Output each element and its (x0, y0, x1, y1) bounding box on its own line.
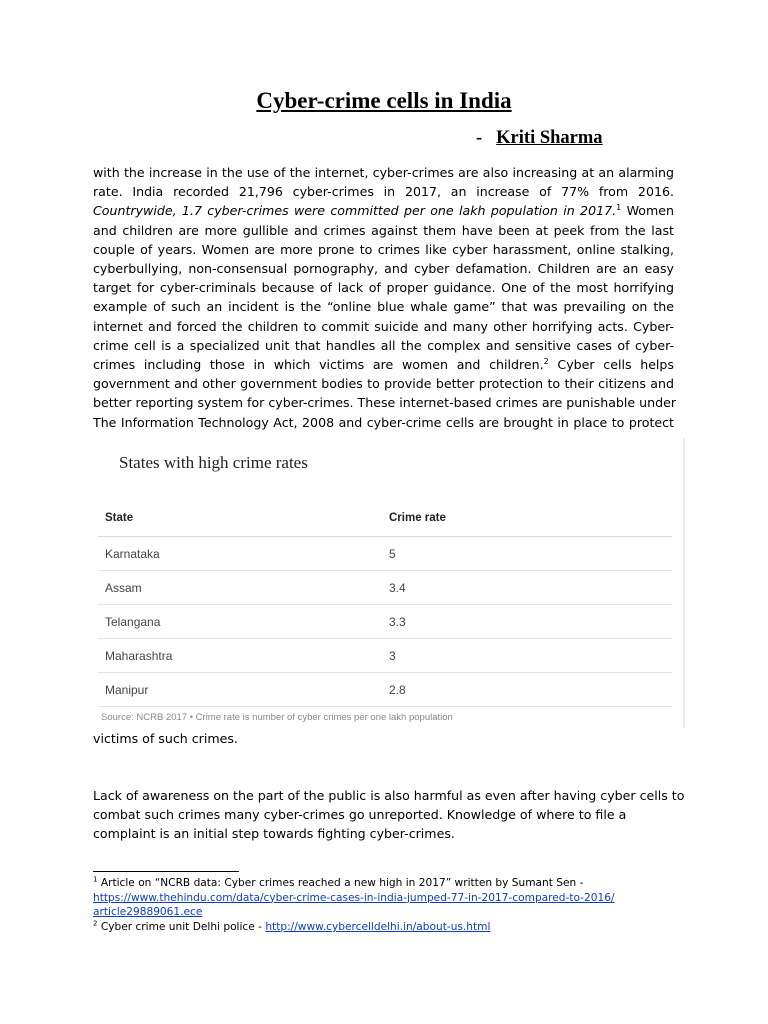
author-name: Kriti Sharma (496, 128, 603, 148)
column-header-crime-rate: Crime rate (389, 512, 446, 524)
footnote-separator (93, 871, 239, 872)
table-row (98, 673, 672, 707)
footnote-1 (93, 876, 693, 920)
table-row (98, 605, 672, 639)
footnote-2-text: Cyber crime unit Delhi police - (100, 921, 266, 933)
state-cell: Manipur (105, 683, 149, 697)
text-line: The Information Technology Act, 2008 and cyber-crime cells are brought in place to protect (93, 414, 674, 430)
text-line: combat such crimes many cyber-crimes go unreported. Knowledge of where to file a (93, 807, 627, 823)
text-line: better reporting system for cyber-crimes. These internet-based crimes are punishable under (93, 395, 677, 411)
footnote-1-link[interactable]: https://www.thehindu.com/data/cyber-crime-cases-in-india-jumped-77-in-2017-compared-to-2016/ (93, 891, 615, 904)
text-segment: Cyber cells helps (557, 357, 674, 373)
italic-statistic: Countrywide, 1.7 cyber-crimes were committed per one lakh population in 2017. (93, 203, 617, 219)
text-line (93, 355, 674, 374)
text-line: victims of such crimes. (93, 731, 238, 746)
footnote-2 (93, 920, 693, 935)
paragraph-2 (93, 786, 685, 844)
text-line: Lack of awareness on the part of the public is also harmful as even after having cyber cells to (93, 788, 685, 803)
state-cell: Assam (105, 581, 142, 595)
footnote-1-link-line (93, 891, 693, 906)
text-line: target for cyber-criminals because of lack of proper guidance. One of the most horrifying (93, 280, 674, 296)
paragraph-1-continuation (93, 729, 674, 748)
text-segment: rate. India recorded 21,796 cyber-crimes in 2017, an increase of 77% from 2016. (93, 184, 674, 200)
state-cell: Maharashtra (105, 649, 173, 663)
document-title: Cyber-crime cells in India (256, 88, 512, 113)
text-line: and children are more gullible and crimes against them have been at peek from the last (93, 222, 674, 238)
text-line: government and other government bodies to provide better protection to their citizens and (93, 376, 674, 392)
footnote-marker-2: 2 (93, 919, 98, 928)
footnote-2-link[interactable]: http://www.cybercelldelhi.in/about-us.html (265, 921, 491, 933)
crime-rate-table (98, 502, 672, 707)
crime-rate-cell: 2.8 (389, 683, 406, 697)
table-row (98, 537, 672, 571)
text-line: internet and forced the children to commit suicide and many other horrifying acts. Cyber- (93, 318, 674, 334)
figure-source-note: Source: NCRB 2017 • Crime rate is number of cyber crimes per one lakh population (101, 712, 453, 723)
text-line: example of such an incident is the “online blue whale game” that was prevailing on the (93, 299, 674, 315)
table-header-row (98, 502, 672, 537)
state-cell: Telangana (105, 615, 161, 629)
paragraph-1 (93, 163, 677, 432)
text-line: with the increase in the use of the internet, cyber-crimes are also increasing at an alarming (93, 165, 674, 180)
crime-rate-cell: 3 (389, 649, 396, 663)
author-dash: - (476, 128, 483, 148)
footnote-1-link-line (93, 905, 693, 920)
text-segment: crimes including those in which victims are women and children. (93, 357, 544, 373)
table-row (98, 639, 672, 673)
author-line (476, 128, 603, 149)
footnote-1-text: Article on “NCRB data: Cyber crimes reached a new high in 2017” written by Sumant Sen - (100, 877, 584, 889)
footnote-marker-1: 1 (93, 875, 98, 884)
text-line (93, 201, 674, 220)
text-line: complaint is an initial step towards fighting cyber-crimes. (93, 826, 455, 842)
crime-rate-cell: 5 (389, 547, 396, 561)
text-line: couple of years. Women are more prone to crimes like cyber harassment, online stalking, (93, 241, 674, 257)
text-segment: Women (626, 203, 674, 219)
footnote-1-link-continuation[interactable]: article29889061.ece (93, 906, 203, 919)
text-line (93, 182, 674, 201)
crime-rate-figure (88, 438, 685, 728)
figure-title: States with high crime rates (119, 453, 308, 472)
text-line: crime cell is a specialized unit that handles all the complex and sensitive cases of cyber- (93, 337, 674, 353)
table-row (98, 571, 672, 605)
text-line: cyberbullying, non-consensual pornography, and cyber defamation. Children are an easy (93, 261, 674, 277)
crime-rate-cell: 3.3 (389, 615, 406, 629)
state-cell: Karnataka (105, 547, 160, 561)
crime-rate-cell: 3.4 (389, 581, 406, 595)
footnote-ref-2[interactable]: 2 (543, 356, 549, 366)
footnote-1-text-line (93, 876, 693, 891)
footnote-ref-1[interactable]: 1 (616, 203, 622, 213)
column-header-state: State (105, 512, 134, 524)
